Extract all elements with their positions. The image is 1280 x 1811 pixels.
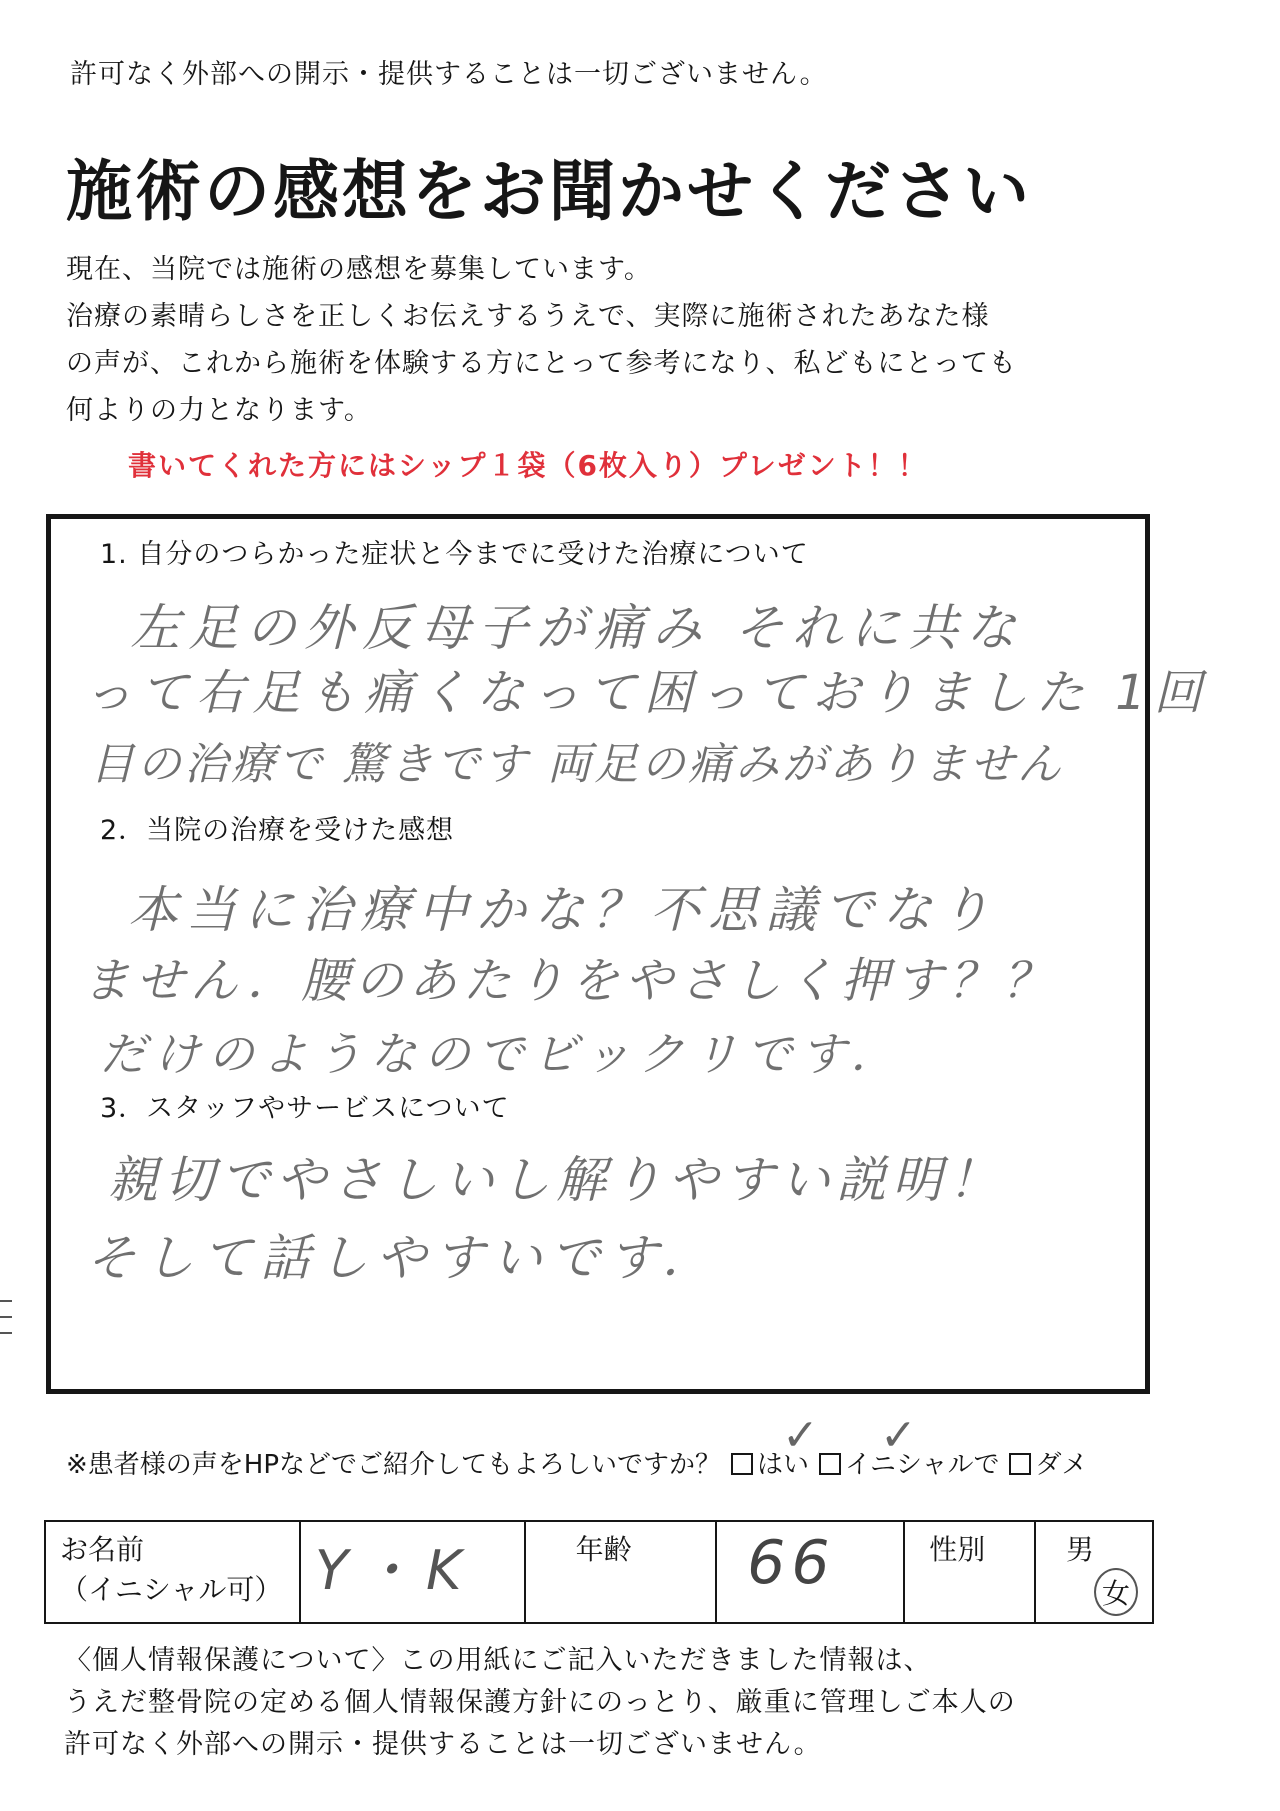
age-value: 66: [747, 1528, 836, 1598]
check-mark-icon: ✓: [782, 1410, 819, 1461]
question-3-label: 3．スタッフやサービスについて: [100, 1093, 510, 1124]
intro-line: の声が、これから施術を体験する方にとって参考になり、私どもにとっても: [66, 348, 1017, 379]
answer-2-line: だけのようなのでビックリです．: [100, 1027, 905, 1081]
age-label-cell: [525, 1521, 717, 1623]
answer-2-line: ません．腰のあたりをやさしく押す？？: [82, 953, 1057, 1009]
top-notice: 許可なく外部への開示・提供することは一切ございません。: [70, 59, 828, 90]
page-title: 施術の感想をお聞かせください: [66, 153, 1032, 230]
consent-question: ※患者様の声をHPなどでご紹介してもよろしいですか？: [66, 1450, 722, 1480]
privacy-line: 許可なく外部への開示・提供することは一切ございません。: [64, 1729, 822, 1760]
answer-2-line: 本当に治療中かな？不思議でなり: [128, 881, 998, 939]
gender-female-circled: [1094, 1568, 1138, 1616]
gender-female: 女: [1101, 1577, 1130, 1610]
gender-label: 性別: [929, 1533, 986, 1566]
age-value-cell[interactable]: [716, 1521, 904, 1623]
question-1-label: 1. 自分のつらかった症状と今までに受けた治療について: [100, 539, 809, 570]
name-value-cell[interactable]: [300, 1521, 525, 1623]
consent-checkbox-no[interactable]: [1009, 1453, 1031, 1475]
gender-value-cell[interactable]: [1035, 1521, 1153, 1623]
gender-male: 男: [1065, 1533, 1094, 1566]
check-mark-icon: ✓: [880, 1410, 917, 1461]
question-2-label: 2．当院の治療を受けた感想: [100, 815, 455, 846]
gender-label-cell: [904, 1521, 1035, 1623]
consent-option-yes: はい: [757, 1450, 810, 1480]
intro-text: [66, 246, 1226, 434]
present-notice: 書いてくれた方にはシップ１袋（6枚入り）プレゼント！！: [128, 449, 928, 482]
patient-info-table: [44, 1520, 1154, 1624]
consent-checkbox-initial[interactable]: [819, 1453, 841, 1475]
consent-checkbox-yes[interactable]: [731, 1453, 753, 1475]
age-label: 年齢: [575, 1533, 632, 1566]
intro-line: 何よりの力となります。: [66, 395, 372, 426]
intro-line: 現在、当院では施術の感想を募集しています。: [66, 254, 652, 285]
consent-option-no: ダメ: [1035, 1450, 1088, 1480]
consent-option-initial: イニシャルで: [845, 1450, 1000, 1480]
margin-marks: [0, 1300, 14, 1360]
name-label-sub: （イニシャル可）: [60, 1573, 283, 1606]
consent-row: [66, 1444, 1088, 1481]
privacy-line: うえだ整骨院の定める個人情報保護方針にのっとり、厳重に管理しご本人の: [64, 1687, 1016, 1718]
privacy-notice: [64, 1640, 1016, 1766]
name-value: Y・K: [314, 1539, 474, 1602]
answer-3-line: 親切でやさしいし解りやすい説明！: [108, 1151, 1004, 1209]
name-label: お名前: [60, 1533, 145, 1566]
answer-1-line: って右足も痛くなって困っておりました 1回: [84, 665, 1210, 721]
answer-3-line: そして話しやすいです．: [86, 1229, 720, 1287]
privacy-line: 〈個人情報保護について〉この用紙にご記入いただきました情報は、: [64, 1645, 932, 1676]
intro-line: 治療の素晴らしさを正しくお伝えするうえで、実際に施術されたあなた様: [66, 301, 990, 332]
answer-1-line: 左足の外反母子が痛み それに共な: [130, 599, 1024, 657]
answer-1-line: 目の治療で 驚きです 両足の痛みがありません: [90, 739, 1064, 790]
name-label-cell: [45, 1521, 300, 1623]
